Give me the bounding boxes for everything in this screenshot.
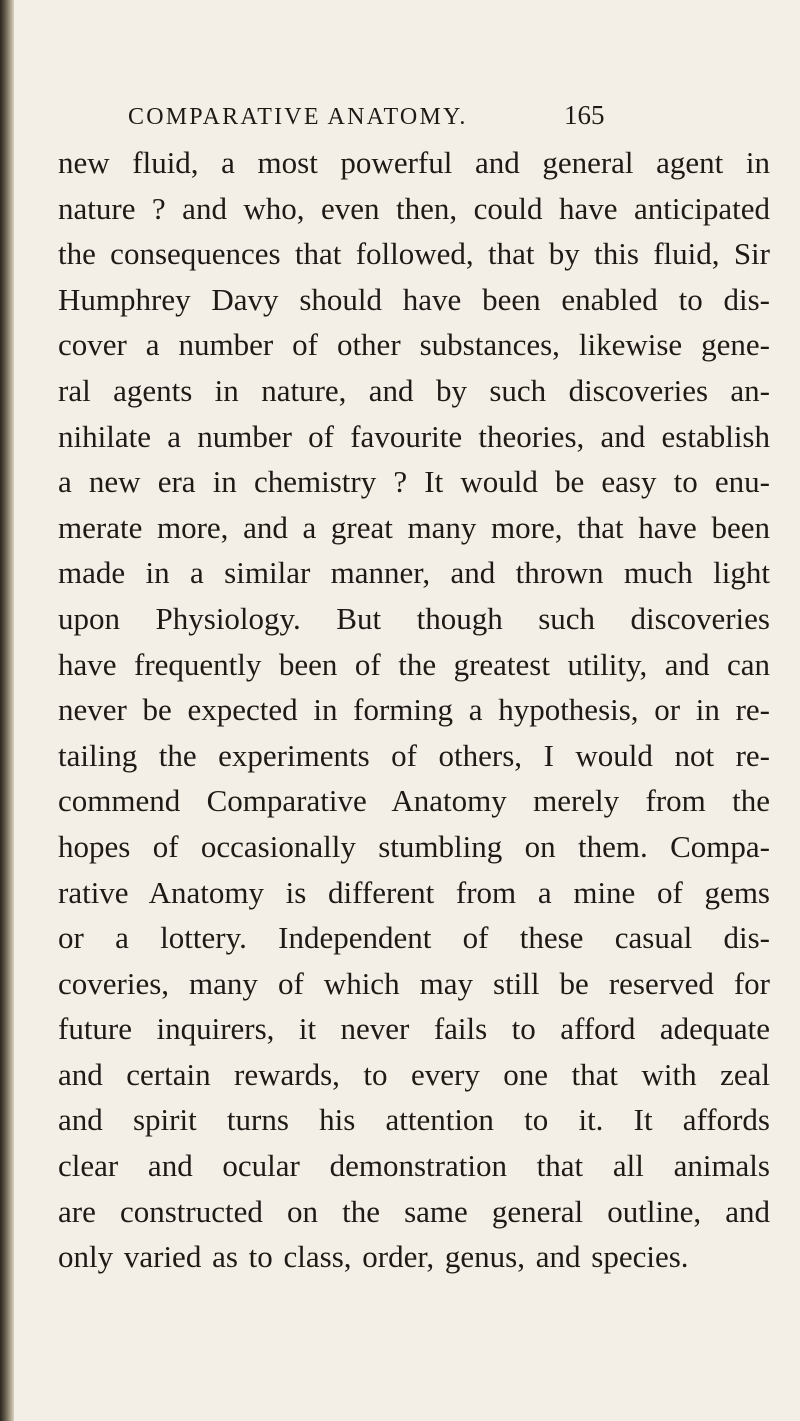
running-head-title: COMPARATIVE ANATOMY. [128,104,468,130]
text-line: Humphrey Davy should have been enabled to dis- [58,281,770,317]
running-head [58,100,770,140]
page-number: 165 [564,100,605,130]
text-line: made in a similar manner, and thrown much light [58,555,770,591]
text-line: tailing the experiments of others, I would not re- [58,737,770,773]
text-line: future inquirers, it never fails to afford adequate [58,1011,770,1047]
text-line: cover a number of other substances, likewise gene- [58,327,770,363]
text-line: the consequences that followed, that by this fluid, Sir [58,236,770,272]
text-line: ral agents in nature, and by such discoveries an- [58,372,770,408]
text-line: are constructed on the same general outline, and [58,1193,770,1229]
text-line: have frequently been of the greatest utility, and can [58,646,770,682]
text-line: new fluid, a most powerful and general agent in [58,145,770,180]
text-line: merate more, and a great many more, that have been [58,509,770,545]
text-line: nature ? and who, even then, could have anticipated [58,190,770,226]
text-line: and certain rewards, to every one that with zeal [58,1056,770,1092]
text-line: upon Physiology. But though such discoveries [58,600,770,636]
text-line: a new era in chemistry ? It would be easy to enu- [58,464,770,500]
book-page [58,0,770,1421]
text-line: coveries, many of which may still be reserved for [58,965,770,1001]
text-line: and spirit turns his attention to it. It affords [58,1102,770,1138]
text-line: clear and ocular demonstration that all animals [58,1148,770,1184]
text-line: hopes of occasionally stumbling on them. Compa- [58,828,770,864]
text-line: or a lottery. Independent of these casual dis- [58,920,770,956]
binding-gutter [0,0,14,1421]
text-line: commend Comparative Anatomy merely from the [58,783,770,819]
text-line: rative Anatomy is different from a mine of gems [58,874,770,910]
text-line: nihilate a number of favourite theories, and establish [58,418,770,454]
body-text [58,140,770,1280]
text-line: only varied as to class, order, genus, and species. [58,1239,689,1275]
text-line: never be expected in forming a hypothesis, or in re- [58,692,770,728]
